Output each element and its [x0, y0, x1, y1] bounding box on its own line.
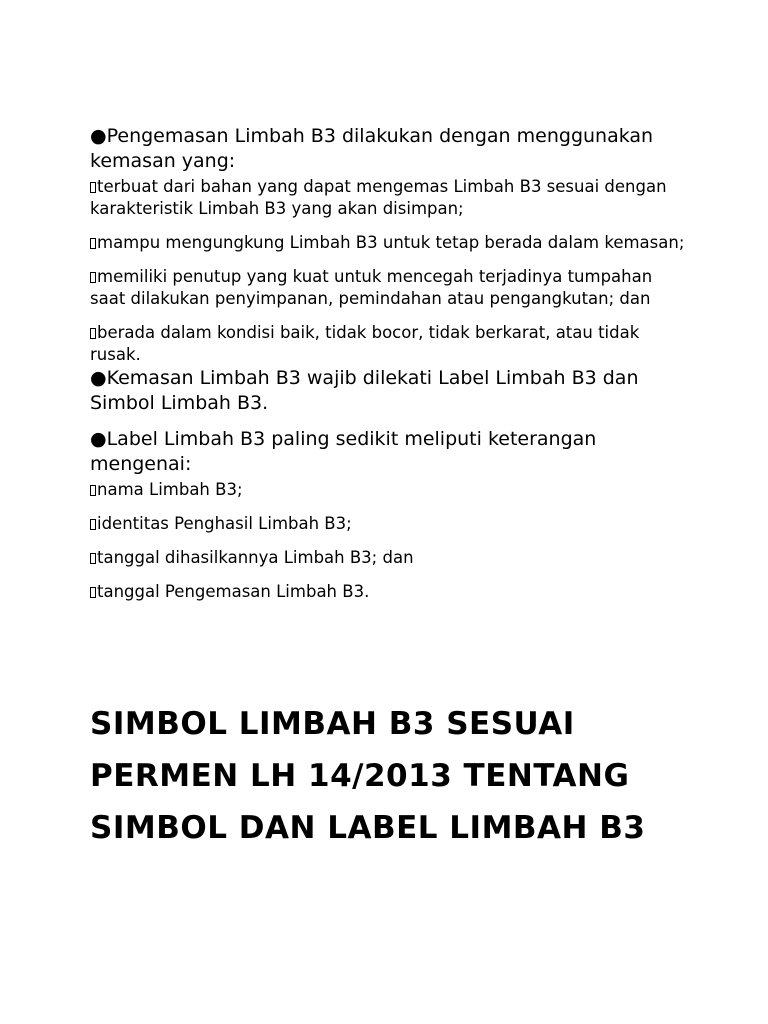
list-item [90, 232, 690, 254]
list-item-text: mampu mengungkung Limbah B3 untuk tetap berada dalam kemasan; [97, 233, 685, 252]
list-item [90, 513, 690, 535]
bullet-icon: ● [90, 125, 107, 147]
list-item [90, 176, 690, 220]
list-item-text: memiliki penutup yang kuat untuk mencegah terjadinya tumpahan saat dilakukan penyimpanan, pemindahan atau pengangkutan; dan [90, 267, 653, 308]
paragraph-packaging [90, 124, 690, 174]
list-item-text: tanggal dihasilkannya Limbah B3; dan [97, 548, 414, 567]
missing-glyph-icon [90, 587, 96, 598]
paragraph-label-contents [90, 427, 690, 477]
list-item [90, 479, 690, 501]
list-item-text: terbuat dari bahan yang dapat mengemas Limbah B3 sesuai dengan karakteristik Limbah B3 yang akan disimpan; [90, 177, 667, 218]
bullet-icon: ● [90, 367, 107, 389]
list-item-text: tanggal Pengemasan Limbah B3. [97, 582, 370, 601]
list-item [90, 322, 690, 366]
missing-glyph-icon [90, 485, 96, 496]
missing-glyph-icon [90, 553, 96, 564]
document-body [90, 124, 690, 603]
missing-glyph-icon [90, 272, 96, 283]
missing-glyph-icon [90, 328, 96, 339]
list-item-text: identitas Penghasil Limbah B3; [97, 514, 352, 533]
missing-glyph-icon [90, 519, 96, 530]
paragraph-text: Label Limbah B3 paling sedikit meliputi keterangan mengenai: [90, 428, 597, 475]
list-item-text: berada dalam kondisi baik, tidak bocor, tidak berkarat, atau tidak rusak. [90, 323, 640, 364]
missing-glyph-icon [90, 238, 96, 249]
paragraph-text: Kemasan Limbah B3 wajib dilekati Label Limbah B3 dan Simbol Limbah B3. [90, 367, 639, 414]
list-item [90, 547, 690, 569]
list-item [90, 266, 690, 310]
paragraph-label-requirement [90, 366, 690, 416]
list-item [90, 581, 690, 603]
bullet-icon: ● [90, 428, 107, 450]
list-item-text: nama Limbah B3; [97, 480, 243, 499]
paragraph-text: Pengemasan Limbah B3 dilakukan dengan menggunakan kemasan yang: [90, 125, 654, 172]
page-title: SIMBOL LIMBAH B3 SESUAI PERMEN LH 14/2013 TENTANG SIMBOL DAN LABEL LIMBAH B3 [90, 706, 646, 846]
missing-glyph-icon [90, 182, 96, 193]
